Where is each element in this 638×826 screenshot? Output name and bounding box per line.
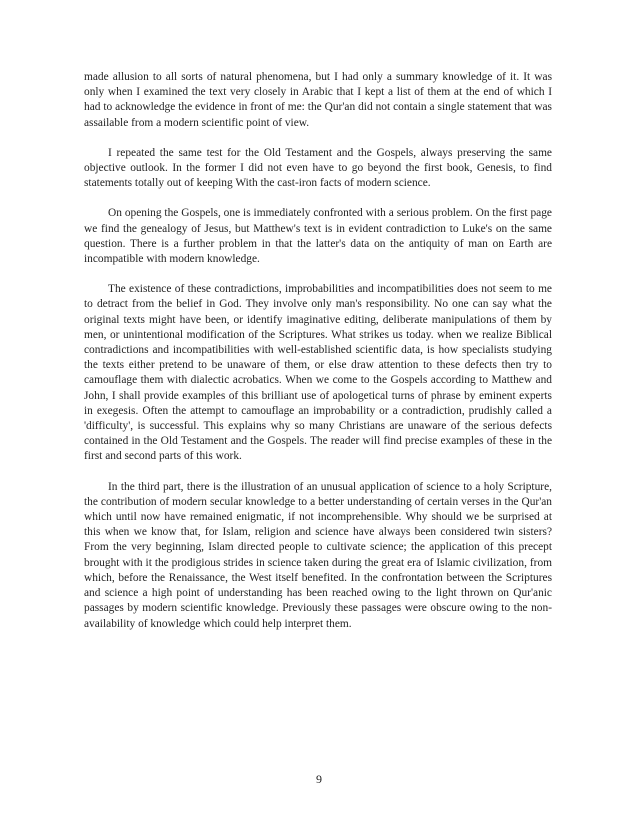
paragraph-gospels-problem: On opening the Gospels, one is immediately confronted with a serious problem. On the first page we find the genealogy of Jesus, but Matthew's text is in evident contradiction to Luke's on the same question. There is a further problem in that the latter's data on the antiquity of man on Earth are incompatible with modern knowledge. <box>84 207 552 266</box>
page-number: 9 <box>316 772 322 786</box>
page-body <box>84 70 552 647</box>
paragraph-old-testament-test: I repeated the same test for the Old Testament and the Gospels, always preserving the same objective outlook. In the former I did not even have to go beyond the first book, Genesis, to find statements totally out of keeping With the cast-iron facts of modern science. <box>84 146 552 190</box>
paragraph-third-part: In the third part, there is the illustration of an unusual application of science to a holy Scripture, the contribution of modern secular knowledge to a better understanding of certain verses in the Qur'an which until now have remained enigmatic, if not incomprehensible. Why should we be surprised at this when we know that, for Islam, religion and science have always been considered twin sisters? From the very beginning, Islam directed people to cultivate science; the application of this precept brought with it the prodigious strides in science taken during the great era of Islamic civilization, from which, before the Renaissance, the West itself benefited. In the confrontation between the Scriptures and science a high point of understanding has been reached owing to the light thrown on Qur'anic passages by modern scientific knowledge. Previously these passages were obscure owing to the non-availability of knowledge which could help interpret them. <box>84 480 552 630</box>
paragraph-continuation: made allusion to all sorts of natural phenomena, but I had only a summary knowledge of it. It was only when I examined the text very closely in Arabic that I kept a list of them at the end of which I had to acknowledge the evidence in front of me: the Qur'an did not contain a single statement that was assailable from a modern scientific point of view. <box>84 71 552 129</box>
paragraph-contradictions: The existence of these contradictions, improbabilities and incompatibilities does not seem to me to detract from the belief in God. They involve only man's responsibility. No one can say what the original texts might have been, or identify imaginative editing, deliberate manipulations of them by men, or unintentional modification of the Scriptures. What strikes us today. when we realize Biblical contradictions and incompatibilities with well-established scientific data, is how specialists studying the texts either pretend to be unaware of them, or else draw attention to these defects then try to camouflage them with dialectic acrobatics. When we come to the Gospels according to Matthew and John, I shall provide examples of this brilliant use of apologetical turns of phrase by eminent experts in exegesis. Often the attempt to camouflage an improbability or a contradiction, prudishly called a 'difficulty', is successful. This explains why so many Christians are unaware of the serious defects contained in the Old Testament and the Gospels. The reader will find precise examples of these in the first and second parts of this work. <box>84 283 552 463</box>
